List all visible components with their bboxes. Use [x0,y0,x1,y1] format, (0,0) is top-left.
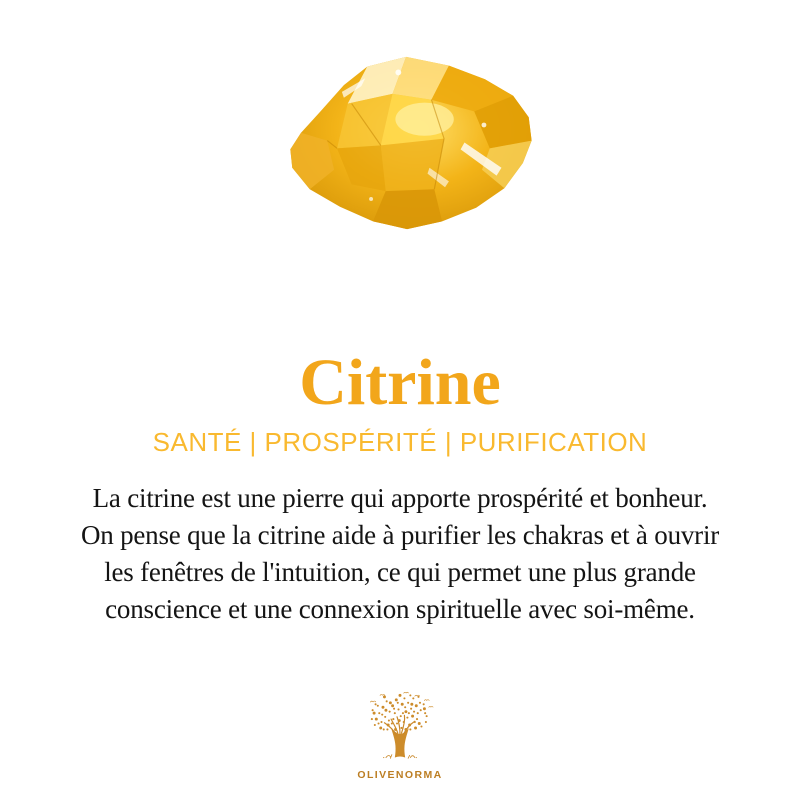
description-paragraph [0,480,800,628]
citrine-stone-illustration [281,53,539,233]
page-title: Citrine [299,346,501,419]
description-line: La citrine est une pierre qui apporte prospérité et bonheur. [92,483,708,513]
description-line: les fenêtres de l'intuition, ce qui permet une plus grande [104,557,696,587]
brand-logo [0,686,800,781]
citrine-stone-image [281,53,539,233]
tree-with-birds-icon [363,686,437,764]
keywords-subtitle: SANTÉ | PROSPÉRITÉ | PURIFICATION [152,427,648,457]
brand-name: OLIVENORMA [357,769,443,781]
description-line: conscience et une connexion spirituelle avec soi-même. [105,594,695,624]
description-line: On pense que la citrine aide à purifier les chakras et à ouvrir [80,520,720,550]
